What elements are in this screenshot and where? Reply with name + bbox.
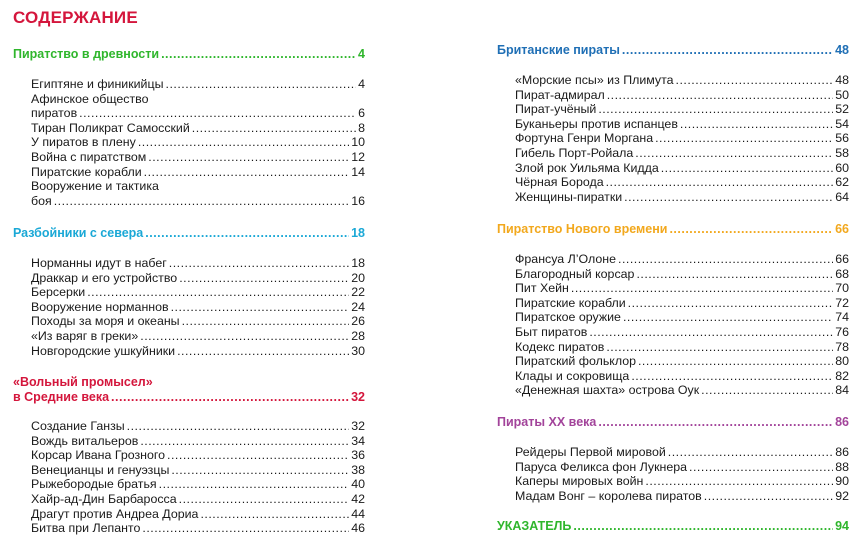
leader-dots xyxy=(144,165,350,180)
item-page: 10 xyxy=(351,135,365,150)
section-title: Пираты XX века xyxy=(497,415,597,429)
toc-item[interactable] xyxy=(31,271,365,286)
leader-dots xyxy=(638,354,833,369)
item-title: Драгут против Андреа Дориа xyxy=(31,506,199,521)
item-title: Мадам Вонг – королева пиратов xyxy=(515,488,702,503)
section-items xyxy=(497,445,849,503)
item-title: Походы за моря и океаны xyxy=(31,314,180,329)
section-page: 66 xyxy=(835,222,849,236)
item-title: Норманны идут в набег xyxy=(31,256,167,270)
item-title: Пиратские корабли xyxy=(31,164,142,179)
toc-item[interactable] xyxy=(31,92,365,121)
section-page: 4 xyxy=(358,47,365,61)
toc-item[interactable] xyxy=(515,369,849,384)
toc-item[interactable] xyxy=(515,340,849,355)
leader-dots xyxy=(631,369,833,384)
section-title: «Вольный промысел» xyxy=(13,375,153,389)
leader-dots xyxy=(655,131,833,146)
leader-dots xyxy=(127,419,350,434)
leader-dots xyxy=(179,492,350,507)
toc-section-index[interactable] xyxy=(497,519,849,534)
item-page: 44 xyxy=(351,506,365,521)
item-title: Пират-учёный xyxy=(515,102,597,117)
item-page: 88 xyxy=(835,459,849,474)
section-page: 48 xyxy=(835,43,849,57)
section-title: Пиратство Нового времени xyxy=(497,222,668,236)
leader-dots xyxy=(142,521,349,536)
leader-dots xyxy=(598,415,833,430)
item-title: Создание Ганзы xyxy=(31,419,125,433)
item-page: 80 xyxy=(835,354,849,369)
toc-section-british[interactable] xyxy=(497,43,849,204)
item-title: «Морские псы» из Плимута xyxy=(515,73,674,87)
item-page: 22 xyxy=(351,285,365,300)
toc-item[interactable] xyxy=(31,77,365,92)
item-title: Хайр-ад-Дин Барбаросса xyxy=(31,491,177,506)
leader-dots xyxy=(598,102,833,117)
section-heading[interactable] xyxy=(13,47,365,62)
item-page: 12 xyxy=(351,149,365,164)
item-page: 46 xyxy=(351,521,365,536)
section-heading[interactable] xyxy=(497,43,849,58)
toc-item[interactable] xyxy=(515,88,849,103)
toc-section-north[interactable] xyxy=(13,226,365,358)
toc-item[interactable] xyxy=(515,281,849,296)
leader-dots xyxy=(676,73,834,88)
leader-dots xyxy=(636,267,833,282)
item-title: Благородный корсар xyxy=(515,266,635,281)
toc-item[interactable] xyxy=(31,135,365,150)
item-title: У пиратов в плену xyxy=(31,135,136,150)
item-page: 82 xyxy=(835,368,849,383)
item-page: 48 xyxy=(835,73,849,87)
leader-dots xyxy=(571,281,833,296)
leader-dots xyxy=(704,489,833,504)
item-title: Клады и сокровища xyxy=(515,368,630,383)
leader-dots xyxy=(628,296,834,311)
section-page: 18 xyxy=(351,226,365,240)
item-page: 34 xyxy=(351,433,365,448)
leader-dots xyxy=(668,445,833,460)
leader-dots xyxy=(54,194,350,209)
leader-dots xyxy=(138,135,349,150)
item-page: 16 xyxy=(351,193,365,208)
item-title: Вождь витальеров xyxy=(31,433,139,448)
toc-item[interactable] xyxy=(31,477,365,492)
item-page: 78 xyxy=(835,339,849,354)
item-title: Вооружение норманнов xyxy=(31,299,169,314)
item-page: 54 xyxy=(835,116,849,131)
item-title: Пит Хейн xyxy=(515,281,569,296)
leader-dots xyxy=(179,271,349,286)
item-title-cont: боя xyxy=(31,193,52,208)
item-page: 38 xyxy=(351,462,365,477)
leader-dots xyxy=(661,161,833,176)
toc-item[interactable] xyxy=(31,165,365,180)
toc-item[interactable] xyxy=(31,285,365,300)
leader-dots xyxy=(701,383,833,398)
item-page: 90 xyxy=(835,474,849,489)
item-title: Женщины-пиратки xyxy=(515,189,623,204)
leader-dots xyxy=(159,477,350,492)
leader-dots xyxy=(87,285,349,300)
leader-dots xyxy=(589,325,833,340)
item-title: Корсар Ивана Грозного xyxy=(31,448,166,463)
section-heading[interactable] xyxy=(497,519,849,534)
leader-dots xyxy=(573,519,833,534)
item-page: 66 xyxy=(835,252,849,266)
section-items xyxy=(497,252,849,398)
toc-section-middle-ages[interactable] xyxy=(13,375,365,536)
section-items xyxy=(497,73,849,204)
item-page: 68 xyxy=(835,266,849,281)
toc-item[interactable] xyxy=(515,252,849,267)
item-title: Вооружение и тактика xyxy=(31,179,159,194)
item-title: Берсерки xyxy=(31,285,86,300)
item-title: Пират-адмирал xyxy=(515,87,605,102)
item-page: 28 xyxy=(351,328,365,343)
item-title: Злой рок Уильяма Кидда xyxy=(515,160,659,175)
item-page: 20 xyxy=(351,270,365,285)
toc-item[interactable] xyxy=(515,146,849,161)
leader-dots xyxy=(623,310,833,325)
item-page: 50 xyxy=(835,87,849,102)
leader-dots xyxy=(161,47,356,62)
contents-title: СОДЕРЖАНИЕ xyxy=(13,8,138,27)
section-title-cont: в Средние века xyxy=(13,390,110,404)
item-title: «Из варяг в греки» xyxy=(31,328,139,343)
toc-item[interactable] xyxy=(515,175,849,190)
section-page: 86 xyxy=(835,415,849,429)
toc-item[interactable] xyxy=(515,190,849,205)
leader-dots xyxy=(192,121,356,136)
leader-dots xyxy=(140,434,349,449)
toc-item[interactable] xyxy=(515,102,849,117)
item-title: Война с пиратством xyxy=(31,149,147,164)
toc-item[interactable] xyxy=(515,489,849,504)
item-page: 70 xyxy=(835,281,849,296)
item-page: 92 xyxy=(835,488,849,503)
section-title: УКАЗАТЕЛЬ xyxy=(497,519,572,533)
item-page: 60 xyxy=(835,160,849,175)
leader-dots xyxy=(111,390,349,405)
toc-item[interactable] xyxy=(515,383,849,398)
item-title: Каперы мировых войн xyxy=(515,474,644,489)
toc-item[interactable] xyxy=(31,448,365,463)
toc-item[interactable] xyxy=(31,434,365,449)
toc-item[interactable] xyxy=(31,256,365,271)
section-items xyxy=(13,77,365,208)
toc-item[interactable] xyxy=(31,150,365,165)
toc-item[interactable] xyxy=(31,300,365,315)
toc-section-new-age[interactable] xyxy=(497,222,849,398)
toc-item[interactable] xyxy=(515,161,849,176)
toc-item[interactable] xyxy=(31,463,365,478)
leader-dots xyxy=(624,190,833,205)
leader-dots xyxy=(618,252,833,267)
section-heading[interactable] xyxy=(13,375,365,405)
leader-dots xyxy=(145,226,349,241)
item-title: Тиран Поликрат Самосский xyxy=(31,120,190,135)
toc-item[interactable] xyxy=(515,73,849,88)
section-items xyxy=(13,256,365,358)
toc-item[interactable] xyxy=(31,492,365,507)
item-title: Пиратский фольклор xyxy=(515,354,636,369)
toc-section-20th-century[interactable] xyxy=(497,415,849,503)
item-title: Египтяне и финикийцы xyxy=(31,77,164,91)
section-heading[interactable] xyxy=(497,415,849,430)
item-title: Чёрная Борода xyxy=(515,175,604,190)
toc-item[interactable] xyxy=(31,521,365,536)
toc-section-antiquity[interactable] xyxy=(13,47,365,208)
item-title: Фортуна Генри Моргана xyxy=(515,131,654,146)
item-page: 62 xyxy=(835,175,849,190)
toc-item[interactable] xyxy=(515,474,849,489)
leader-dots xyxy=(171,300,350,315)
section-heading[interactable] xyxy=(13,226,365,241)
section-heading[interactable] xyxy=(497,222,849,237)
item-page: 52 xyxy=(835,102,849,117)
toc-item[interactable] xyxy=(31,329,365,344)
item-page: 40 xyxy=(351,477,365,492)
section-title: Разбойники с севера xyxy=(13,226,144,240)
leader-dots xyxy=(140,329,349,344)
toc-item[interactable] xyxy=(515,267,849,282)
item-title: Франсуа Л’Олоне xyxy=(515,252,617,266)
leader-dots xyxy=(200,507,349,522)
item-title: Буканьеры против испанцев xyxy=(515,116,678,131)
item-page: 30 xyxy=(351,343,365,358)
item-title: «Денежная шахта» острова Оук xyxy=(515,383,700,398)
item-page: 26 xyxy=(351,314,365,329)
section-page: 94 xyxy=(835,519,849,533)
toc-item[interactable] xyxy=(31,507,365,522)
leader-dots xyxy=(645,474,833,489)
toc-item[interactable] xyxy=(515,131,849,146)
item-page: 76 xyxy=(835,324,849,339)
item-title: Паруса Феликса фон Лукнера xyxy=(515,459,688,474)
leader-dots xyxy=(182,314,350,329)
leader-dots xyxy=(680,117,833,132)
toc-item[interactable] xyxy=(515,325,849,340)
item-page: 32 xyxy=(351,419,365,433)
item-page: 36 xyxy=(351,448,365,463)
item-title: Афинское общество xyxy=(31,91,149,106)
item-title: Драккар и его устройство xyxy=(31,270,178,285)
toc-item[interactable] xyxy=(515,117,849,132)
item-page: 72 xyxy=(835,295,849,310)
leader-dots xyxy=(167,448,349,463)
toc-item[interactable] xyxy=(31,179,365,208)
leader-dots xyxy=(148,150,349,165)
toc-item[interactable] xyxy=(515,310,849,325)
item-page: 24 xyxy=(351,299,365,314)
item-title: Гибель Порт-Ройала xyxy=(515,145,634,160)
leader-dots xyxy=(669,222,833,237)
toc-item[interactable] xyxy=(31,344,365,359)
item-title: Пиратское оружие xyxy=(515,310,621,325)
section-items xyxy=(13,419,365,536)
toc-item[interactable] xyxy=(31,121,365,136)
item-page: 84 xyxy=(835,383,849,398)
toc-item[interactable] xyxy=(515,460,849,475)
section-page: 32 xyxy=(351,390,365,404)
item-title: Венецианцы и генуэзцы xyxy=(31,462,170,477)
toc-item[interactable] xyxy=(31,314,365,329)
item-page: 86 xyxy=(835,445,849,459)
item-title-cont: пиратов xyxy=(31,106,78,121)
item-title: Быт пиратов xyxy=(515,324,588,339)
leader-dots xyxy=(689,460,833,475)
leader-dots xyxy=(169,256,349,271)
leader-dots xyxy=(166,77,357,92)
item-page: 64 xyxy=(835,189,849,204)
leader-dots xyxy=(171,463,349,478)
item-page: 18 xyxy=(351,256,365,270)
item-title: Рейдеры Первой мировой xyxy=(515,445,666,459)
item-title: Новгородские ушкуйники xyxy=(31,343,176,358)
leader-dots xyxy=(635,146,833,161)
leader-dots xyxy=(606,175,834,190)
section-title: Пиратство в древности xyxy=(13,47,160,61)
leader-dots xyxy=(607,88,833,103)
item-title: Пиратские корабли xyxy=(515,295,626,310)
item-page: 74 xyxy=(835,310,849,325)
item-page: 4 xyxy=(358,77,365,91)
toc-item[interactable] xyxy=(515,445,849,460)
item-title: Кодекс пиратов xyxy=(515,339,605,354)
item-page: 58 xyxy=(835,145,849,160)
toc-item[interactable] xyxy=(31,419,365,434)
toc-item[interactable] xyxy=(515,296,849,311)
leader-dots xyxy=(79,106,356,121)
section-title: Британские пираты xyxy=(497,43,620,57)
item-page: 6 xyxy=(358,106,365,121)
leader-dots xyxy=(622,43,833,58)
item-title: Рыжебородые братья xyxy=(31,477,157,492)
item-page: 42 xyxy=(351,491,365,506)
item-page: 56 xyxy=(835,131,849,146)
item-page: 14 xyxy=(351,164,365,179)
item-page: 8 xyxy=(358,120,365,135)
item-title: Битва при Лепанто xyxy=(31,521,141,536)
leader-dots xyxy=(606,340,833,355)
toc-item[interactable] xyxy=(515,354,849,369)
leader-dots xyxy=(177,344,349,359)
